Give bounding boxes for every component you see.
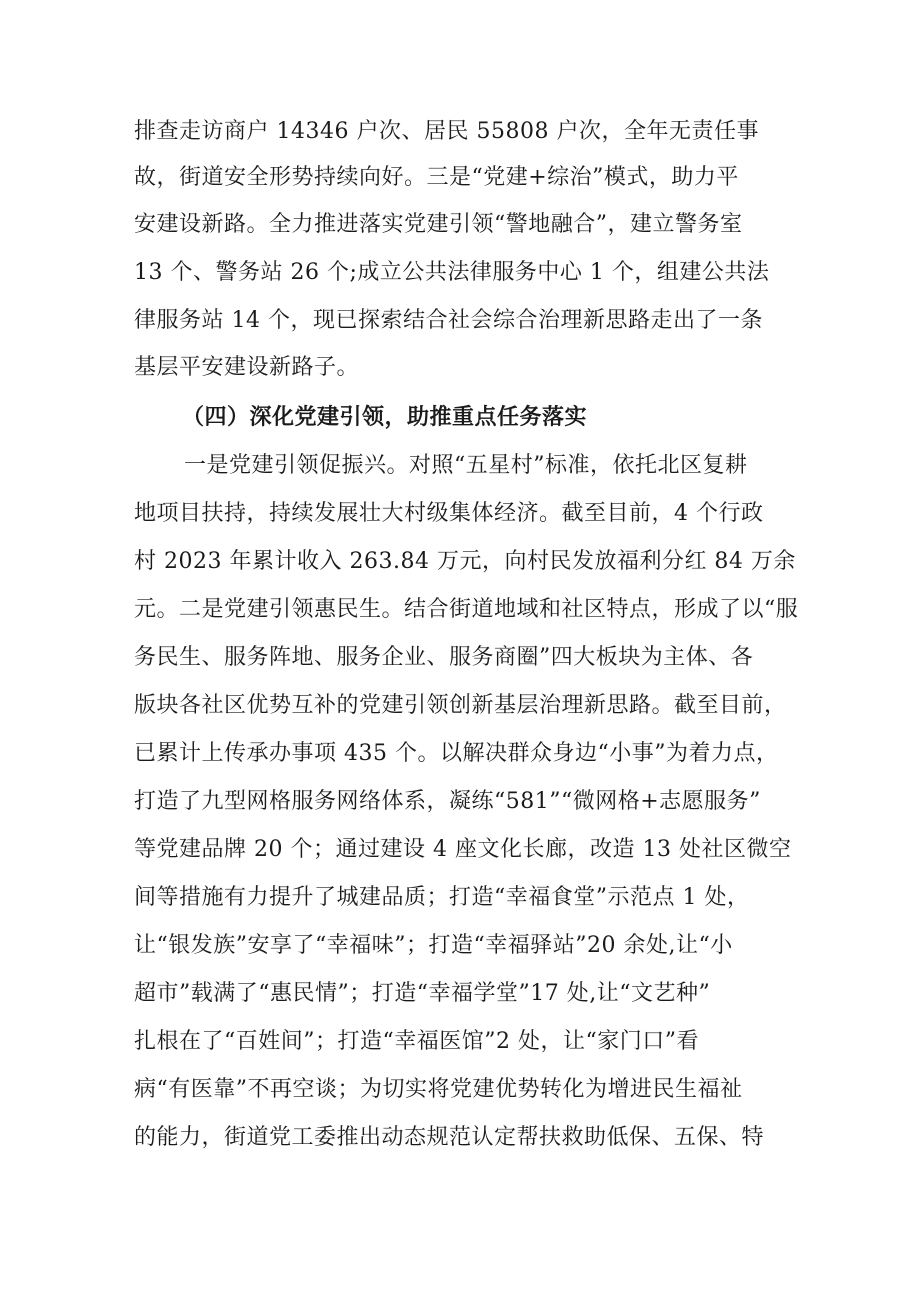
paragraph-line: 基层平安建设新路子。	[134, 355, 360, 380]
paragraph-line: 故，街道安全形势持续向好。三是“党建+综治”模式，助力平	[134, 165, 739, 190]
paragraph-line: 一是党建引领促振兴。对照“五星村”标准，依托北区复耕	[184, 453, 748, 478]
paragraph-line: 超市”载满了“惠民情”；打造“幸福学堂”17 处,让“文艺种”	[134, 981, 711, 1006]
paragraph-line: 排查走访商户 14346 户次、居民 55808 户次，全年无责任事	[134, 119, 759, 144]
paragraph-line: 间等措施有力提升了城建品质；打造“幸福食堂”示范点 1 处，	[134, 885, 750, 910]
paragraph-line: 让“银发族”安享了“幸福味”；打造“幸福驿站”20 余处,让“小	[134, 933, 733, 958]
paragraph-line: 务民生、服务阵地、服务企业、服务商圈”四大板块为主体、各	[134, 645, 754, 670]
paragraph-line: 地项目扶持，持续发展壮大村级集体经济。截至目前，4 个行政	[134, 501, 764, 526]
paragraph-line: 安建设新路。全力推进落实党建引领“警地融合”，建立警务室	[134, 212, 743, 237]
section-heading: （四）深化党建引领，助推重点任务落实	[182, 405, 588, 430]
paragraph-line: 已累计上传承办事项 435 个。以解决群众身边“小事”为着力点，	[134, 741, 779, 766]
paragraph-line: 律服务站 14 个，现已探索结合社会综合治理新思路走出了一条	[134, 308, 763, 333]
paragraph-line: 等党建品牌 20 个；通过建设 4 座文化长廊，改造 13 处社区微空	[134, 837, 792, 862]
paragraph-line: 元。二是党建引领惠民生。结合街道地域和社区特点，形成了以“服	[134, 597, 799, 622]
paragraph-line: 13 个、警务站 26 个;成立公共法律服务中心 1 个，组建公共法	[134, 260, 770, 285]
paragraph-line: 版块各社区优势互补的党建引领创新基层治理新思路。截至目前，	[134, 693, 787, 718]
paragraph-line: 村 2023 年累计收入 263.84 万元，向村民发放福利分红 84 万余	[134, 549, 796, 574]
paragraph-line: 的能力，街道党工委推出动态规范认定帮扶救助低保、五保、特	[134, 1125, 765, 1150]
paragraph-line: 病“有医靠”不再空谈；为切实将党建优势转化为增进民生福祉	[134, 1077, 743, 1102]
paragraph-line: 扎根在了“百姓间”；打造“幸福医馆”2 处，让“家门口”看	[134, 1029, 699, 1054]
paragraph-line: 打造了九型网格服务网络体系，凝练“581”“微网格+志愿服务”	[134, 789, 761, 814]
